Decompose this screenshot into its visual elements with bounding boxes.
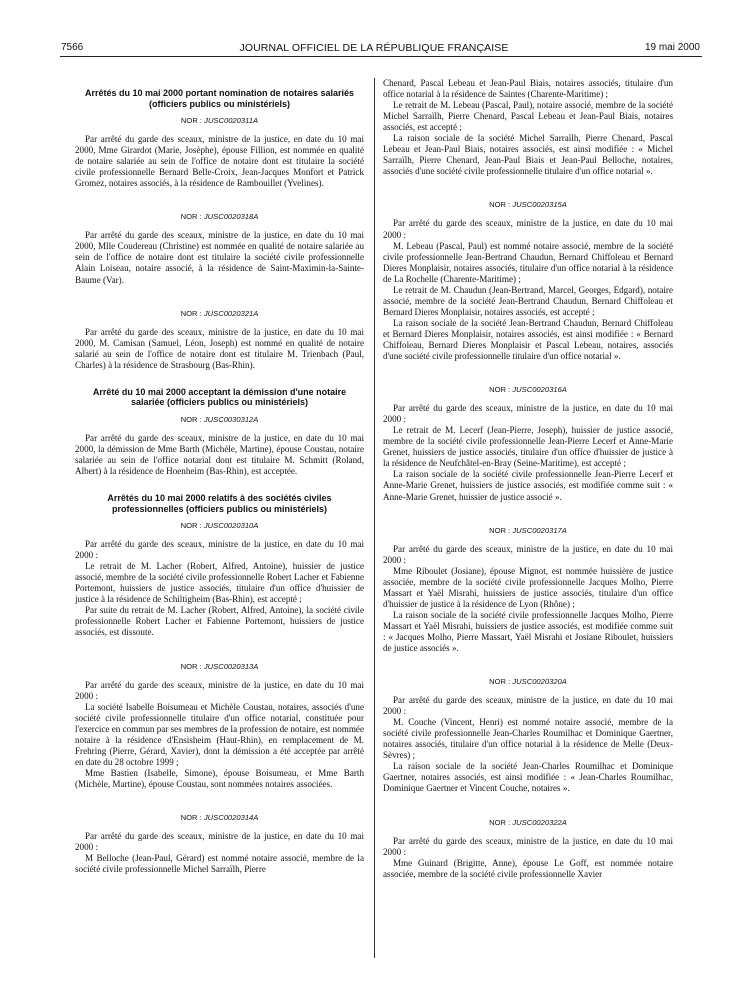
nor-reference: NOR : JUSC0020315A [489, 200, 567, 210]
paragraph: La raison sociale de la société Michel Sarraïlh, Pierre Chenard, Pascal Lebeau et Jean-Paul Biais, notaires associés, est ainsi modifiée : « Michel Sarraïlh, Pierre Chenard, Jean-Paul Biais et Jean-Paul Belloche, notaires, associés d'une société civile professionnelle titulaire d'un office notarial ». [383, 133, 673, 177]
paragraph: Par arrêté du garde des sceaux, ministre de la justice, en date du 10 mai 2000 : [383, 695, 673, 717]
paragraph: Le retrait de M. Lecerf (Jean-Pierre, Joseph), huissier de justice associé, membre de la société civile professionnelle Jean-Pierre Lecerf et Anne-Marie Grenet, huissiers de justice associés, titulaire d'un office d'huissier de justice à la résidence de Neufchâtel-en-Bray (Seine-Maritime), est accepté ; [383, 425, 673, 469]
paragraph: Par arrêté du garde des sceaux, ministre de la justice, en date du 10 mai 2000, la démission de Mme Barth (Michèle, Martine), épouse Coustau, notaire salariée au sein de l'office notarial dont est titulaire M. Schmitt (Roland, Albert) à la résidence de Hoenheim (Bas-Rhin), est acceptée. [75, 432, 364, 476]
left-column [75, 88, 364, 875]
paragraph: Le retrait de M. Chaudun (Jean-Bertrand, Marcel, Georges, Edgard), notaire associé, membre de la société Jean-Bertrand Chaudun, Bernard Chiffoleau et Bernard Dieres Monplaisir, notaires associés, est accepté ; [383, 284, 673, 317]
section-title: Arrêté du 10 mai 2000 acceptant la démission d'une notaire salariée (officiers publics ou ministériels) [92, 386, 347, 408]
paragraph: Chenard, Pascal Lebeau et Jean-Paul Biais, notaires associés, titulaire d'un office notarial à la résidence de Saintes (Charente-Maritime) ; [383, 78, 673, 100]
paragraph: Le retrait de M. Lebeau (Pascal, Paul), notaire associé, membre de la société Michel Sarraïlh, Pierre Chenard, Pascal Lebeau et Jean-Paul Biais, notaires associés, est accepté ; [383, 100, 673, 133]
paragraph: Par arrêté du garde des sceaux, ministre de la justice, en date du 10 mai 2000 : [383, 403, 673, 425]
nor-reference: NOR : JUSC0020311A [180, 116, 259, 125]
paragraph: Par suite du retrait de M. Lacher (Robert, Alfred, Antoine), la société civile professionnelle Robert Lacher et Fabienne Portemont, huissiers de justice associés, est dissoute. [75, 605, 364, 638]
column-divider [374, 78, 375, 958]
right-column [383, 78, 673, 880]
paragraph: Mme Bastien (Isabelle, Simone), épouse Boisumeau, et Mme Barth (Michèle, Martine), épouse Coustau, sont nommées notaires associées. [75, 767, 364, 789]
nor-reference: NOR : JUSC0030312A [180, 414, 259, 424]
paragraph: Par arrêté du garde des sceaux, ministre de la justice, en date du 10 mai 2000 : [383, 218, 673, 240]
paragraph: Par arrêté du garde des sceaux, ministre de la justice, en date du 10 mai 2000 : [383, 835, 673, 857]
paragraph: La raison sociale de la société Jean-Bertrand Chaudun, Bernard Chiffoleau et Bernard Dieres Monplaisir, notaires associés, est ainsi modifiée : « Bernard Chiffoleau, Bernard Dieres Monplaisir et Pascal Lebeau, notaires, associés d'une société civile professionnelle titulaire d'un office notarial ». [383, 317, 673, 362]
nor-reference: NOR : JUSC0020314A [180, 813, 259, 823]
paragraph: Par arrêté du garde des sceaux, ministre de la justice, en date du 10 mai 2000, Mlle Coudereau (Christine) est nommée en qualité de notaire salariée au sein de l'office de notaire dont est titulaire la société civile professionnelle Alain Loiseau, notaire associé, à la résidence de Saint-Maximin-la-Sainte-Baume (Var). [75, 230, 364, 285]
paragraph: Par arrêté du garde des sceaux, ministre de la justice, en date du 10 mai 2000 : [75, 831, 364, 853]
header-rule [60, 56, 702, 57]
nor-reference: NOR : JUSC0020316A [489, 385, 567, 395]
journal-title: JOURNAL OFFICIEL DE LA RÉPUBLIQUE FRANÇAISE [239, 42, 509, 54]
section-title: Arrêtés du 10 mai 2000 portant nomination de notaires salariés (officiers publics ou ministériels) [84, 88, 355, 109]
paragraph: La raison sociale de la société civile professionnelle Jacques Molho, Pierre Massart et Yaël Misrahi, huissiers de justice associés, est modifiée comme suit : « Jacques Molho, Pierre Massart, Yaël Misrahi et Josiane Riboulet, huissiers de justice associés ». [383, 609, 673, 654]
paragraph: Par arrêté du garde des sceaux, ministre de la justice, en date du 10 mai 2000, Mme Girardot (Marie, Josèphe), épouse Fillion, est nommée en qualité de notaire salariée au sein de l'office de notaire dont est titulaire la société civile professionnelle Bernard Belle-Croix, Jean-Jacques Monfort et Patrick Gromez, notaires associés, à la résidence de Rambouillet (Yvelines). [75, 134, 364, 189]
issue-date: 19 mai 2000 [644, 42, 700, 53]
nor-reference: NOR : JUSC0020322A [489, 817, 567, 827]
paragraph: La raison sociale de la société Jean-Charles Roumilhac et Dominique Gaertner, notaires associés, est ainsi modifiée : « Jean-Charles Roumilhac, Dominique Gaertner et Vincent Couche, notaires ». [383, 761, 673, 794]
nor-reference: NOR : JUSC0020310A [180, 521, 259, 531]
paragraph: Mme Guinard (Brigitte, Anne), épouse Le Goff, est nommée notaire associée, membre de la société civile professionnelle Xavier [383, 857, 673, 879]
nor-reference: NOR : JUSC0020321A [180, 308, 259, 318]
nor-reference: NOR : JUSC0020320A [489, 677, 567, 687]
paragraph: La raison sociale de la société civile professionnelle Jean-Pierre Lecerf et Anne-Marie Grenet, huissiers de justice associés, est modifiée comme suit : « Anne-Marie Grenet, huissier de justice associé ». [383, 469, 673, 502]
nor-reference: NOR : JUSC0020318A [180, 212, 259, 222]
paragraph: Par arrêté du garde des sceaux, ministre de la justice, en date du 10 mai 2000 : [75, 539, 364, 561]
paragraph: M Belloche (Jean-Paul, Gérard) est nommé notaire associé, membre de la société civile professionnelle Michel Sarraïlh, Pierre [75, 853, 364, 875]
paragraph: M. Lebeau (Pascal, Paul) est nommé notaire associé, membre de la société civile professionnelle Jean-Bertrand Chaudun, Bernard Chiffoleau et Bernard Dieres Monplaisir, notaires associés, titulaire d'un office notarial à la résidence de La Rochelle (Charente-Maritime) ; [383, 240, 673, 284]
paragraph: Par arrêté du garde des sceaux, ministre de la justice, en date du 10 mai 2000, M. Camisan (Samuel, Léon, Joseph) est nommé en qualité de notaire salarié au sein de l'office de notaire dont est titulaire M. Trienbach (Paul, Charles) à la résidence de Strasbourg (Bas-Rhin). [75, 326, 364, 370]
page-header [0, 0, 748, 60]
paragraph: Par arrêté du garde des sceaux, ministre de la justice, en date du 10 mai 2000 : [383, 543, 673, 565]
paragraph: La société Isabelle Boisumeau et Michèle Coustau, notaires, associés d'une société civile professionnelle titulaire d'un office notarial, constituée pour l'exercice en commun par ses membres de la profession de notaire, est nommée notaire à la résidence d'Ensisheim (Haut-Rhin), en remplacement de M. Frehring (Pierre, Gérard, Xavier), dont la démission a été acceptée par arrêté en date du 28 octobre 1999 ; [75, 701, 364, 767]
paragraph: Mme Riboulet (Josiane), épouse Mignot, est nommée huissière de justice associée, membre de la société civile professionnelle Jacques Molho, Pierre Massart et Yaël Misrahi, huissiers de justice associés, titulaire d'un office d'huissier de justice à la résidence de Lyon (Rhône) ; [383, 565, 673, 609]
section-title: Arrêtés du 10 mai 2000 relatifs à des sociétés civiles professionnelles (officiers publics ou ministériels) [107, 493, 332, 514]
nor-reference: NOR : JUSC0020317A [489, 525, 567, 535]
page-number: 7566 [61, 42, 84, 53]
nor-reference: NOR : JUSC0020313A [180, 661, 259, 671]
paragraph: Le retrait de M. Lacher (Robert, Alfred, Antoine), huissier de justice associé, membre de la société civile professionnelle Robert Lacher et Fabienne Portemont, huissiers de justice associés, titulaire d'un office d'huissier de justice à la résidence de Schiltigheim (Bas-Rhin), est accepté ; [75, 561, 364, 605]
paragraph: Par arrêté du garde des sceaux, ministre de la justice, en date du 10 mai 2000 : [75, 679, 364, 701]
paragraph: M. Couche (Vincent, Henri) est nommé notaire associé, membre de la société civile professionnelle Jean-Charles Roumilhac et Dominique Gaertner, notaires associés, titulaire d'un office notarial à la résidence de Melle (Deux-Sèvres) ; [383, 717, 673, 761]
